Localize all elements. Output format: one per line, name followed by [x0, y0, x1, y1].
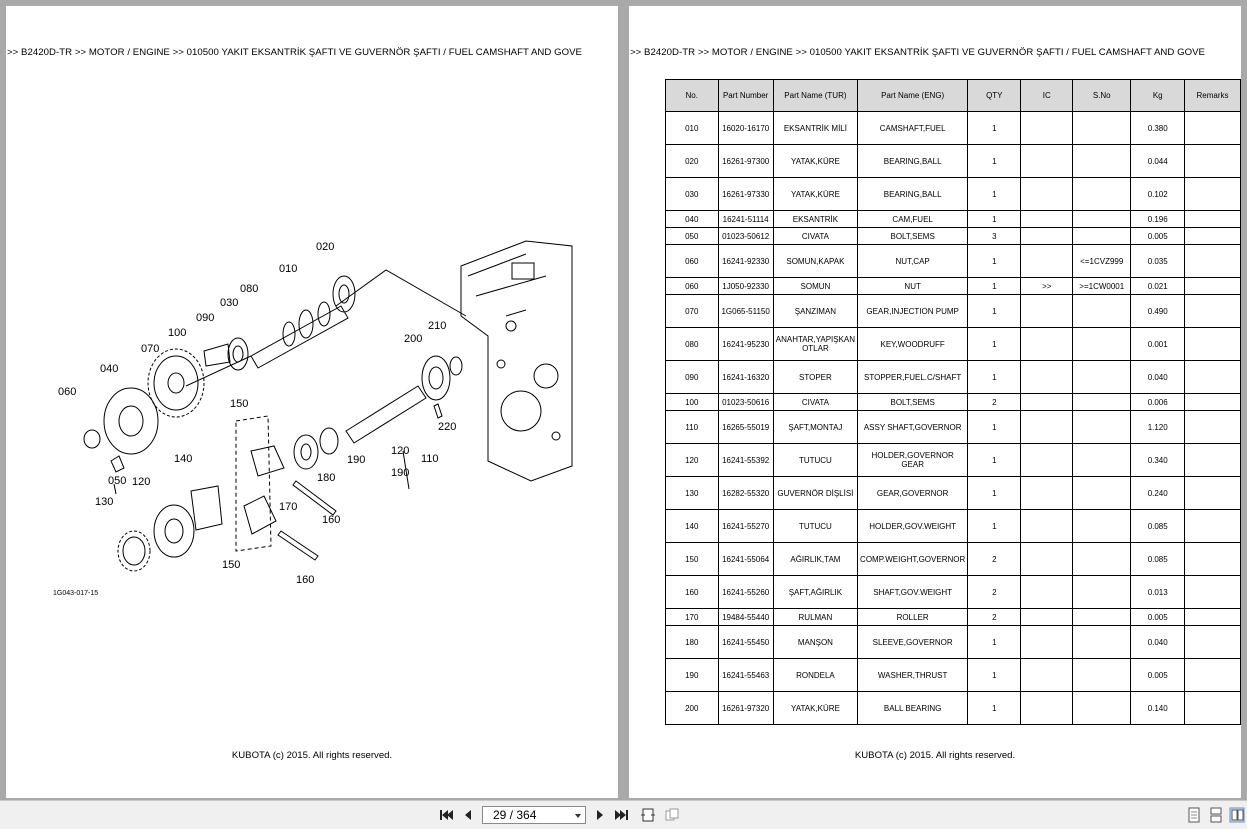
table-cell: 1 [968, 278, 1021, 295]
shaft-160-a [293, 481, 336, 515]
table-cell: 060 [666, 278, 719, 295]
table-cell [1073, 394, 1131, 411]
table-row [666, 576, 1241, 609]
breadcrumb: >> B2420D-TR >> MOTOR / ENGINE >> 010500 YAKIT EKSANTRİK ŞAFTI VE GUVERNÖR ŞAFTI / FUEL CAMSHAFT AND GOVE [7, 47, 583, 58]
table-cell: 16241-51114 [718, 211, 773, 228]
table-cell [1185, 112, 1241, 145]
table-cell: BOLT,SEMS [858, 228, 968, 245]
table-cell: AĞIRLIK,TAM [773, 543, 857, 576]
callout: 010 [279, 263, 298, 275]
table-row [666, 510, 1241, 543]
table-cell: 01023-50612 [718, 228, 773, 245]
table-row [666, 543, 1241, 576]
table-cell: BEARING,BALL [858, 178, 968, 211]
table-cell: 030 [666, 178, 719, 211]
table-row [666, 444, 1241, 477]
table-cell: 16020-16170 [718, 112, 773, 145]
dropdown-caret-icon [575, 814, 581, 818]
table-row [666, 328, 1241, 361]
table-cell [1185, 278, 1241, 295]
table-cell: 2 [968, 394, 1021, 411]
engine-block [461, 241, 572, 481]
previous-page-icon[interactable] [460, 807, 476, 823]
table-cell: ŞAFT,MONTAJ [773, 411, 857, 444]
callout: 190 [391, 467, 410, 479]
pin-220 [434, 404, 442, 418]
table-cell [1021, 245, 1073, 278]
table-cell: TUTUCU [773, 444, 857, 477]
table-cell: 040 [666, 211, 719, 228]
table-cell: 1 [968, 659, 1021, 692]
table-row [666, 411, 1241, 444]
table-cell [1073, 659, 1131, 692]
table-cell: <=1CVZ999 [1073, 245, 1131, 278]
table-cell: 090 [666, 361, 719, 394]
table-cell: NUT,CAP [858, 245, 968, 278]
stopper-090 [204, 344, 230, 366]
table-cell: ŞANZIMAN [773, 295, 857, 328]
table-cell: 0.005 [1131, 228, 1185, 245]
table-cell [1185, 361, 1241, 394]
table-cell: HOLDER,GOVERNOR GEAR [858, 444, 968, 477]
bearing-020 [333, 276, 355, 312]
table-cell: 0.085 [1131, 543, 1185, 576]
table-cell: SOMUN,KAPAK [773, 245, 857, 278]
table-cell: SHAFT,GOV.WEIGHT [858, 576, 968, 609]
table-cell: 0.380 [1131, 112, 1185, 145]
table-cell: 130 [666, 477, 719, 510]
table-row [666, 145, 1241, 178]
fit-page-icon[interactable] [640, 807, 656, 823]
table-cell: BEARING,BALL [858, 145, 968, 178]
sleeve-180 [294, 435, 318, 469]
table-cell [1073, 361, 1131, 394]
washer-190 [320, 428, 338, 454]
table-row [666, 626, 1241, 659]
column-header: No. [666, 80, 719, 112]
table-cell [1073, 411, 1131, 444]
table-cell: 1 [968, 444, 1021, 477]
table-row [666, 659, 1241, 692]
table-cell: 0.085 [1131, 510, 1185, 543]
table-cell: 2 [968, 609, 1021, 626]
table-cell: 160 [666, 576, 719, 609]
left-page [6, 6, 618, 798]
breadcrumb: >> B2420D-TR >> MOTOR / ENGINE >> 010500 YAKIT EKSANTRİK ŞAFTI VE GUVERNÖR ŞAFTI / FUEL CAMSHAFT AND GOVE [630, 47, 1206, 58]
table-cell: 0.005 [1131, 659, 1185, 692]
table-cell: 0.040 [1131, 361, 1185, 394]
table-cell: RULMAN [773, 609, 857, 626]
table-cell: 0.021 [1131, 278, 1185, 295]
table-cell: YATAK,KÜRE [773, 692, 857, 725]
callout: 150 [222, 559, 241, 571]
table-cell [1073, 328, 1131, 361]
table-cell: 16241-92330 [718, 245, 773, 278]
callout: 080 [240, 283, 259, 295]
table-cell: 16241-55260 [718, 576, 773, 609]
table-cell [1185, 394, 1241, 411]
table-cell: 1 [968, 112, 1021, 145]
table-cell: 0.340 [1131, 444, 1185, 477]
table-cell: 19484-55440 [718, 609, 773, 626]
callout: 050 [108, 475, 127, 487]
weight-150-top [251, 446, 284, 476]
table-cell [1185, 543, 1241, 576]
table-cell: 16261-97330 [718, 178, 773, 211]
table-cell: 100 [666, 394, 719, 411]
table-cell [1021, 692, 1073, 725]
table-cell: GEAR,GOVERNOR [858, 477, 968, 510]
table-cell: 1G065-51150 [718, 295, 773, 328]
table-cell: 0.490 [1131, 295, 1185, 328]
column-header: Part Number [718, 80, 773, 112]
table-cell: 070 [666, 295, 719, 328]
table-row [666, 112, 1241, 145]
table-cell [1073, 178, 1131, 211]
callout: 220 [438, 421, 457, 433]
table-cell: 1 [968, 178, 1021, 211]
table-cell [1021, 626, 1073, 659]
table-cell [1021, 659, 1073, 692]
table-cell [1073, 543, 1131, 576]
table-cell: 16241-95230 [718, 328, 773, 361]
column-header: S.No [1073, 80, 1131, 112]
table-cell: 0.240 [1131, 477, 1185, 510]
column-header: Kg [1131, 80, 1185, 112]
holder-120 [154, 505, 194, 557]
table-cell: NUT [858, 278, 968, 295]
table-cell: KEY,WOODRUFF [858, 328, 968, 361]
table-cell: CAM,FUEL [858, 211, 968, 228]
table-cell: 01023-50616 [718, 394, 773, 411]
callout: 190 [347, 454, 366, 466]
viewer-toolbar [0, 800, 1247, 829]
table-cell [1185, 228, 1241, 245]
table-cell [1073, 444, 1131, 477]
exploded-parts-diagram [6, 206, 618, 766]
table-cell [1185, 245, 1241, 278]
figure-code: 1G043-017-15 [53, 590, 99, 597]
table-cell: 1 [968, 328, 1021, 361]
table-cell [1021, 178, 1073, 211]
table-cell [1021, 211, 1073, 228]
table-cell [1021, 609, 1073, 626]
table-cell: 0.040 [1131, 626, 1185, 659]
table-cell: BALL BEARING [858, 692, 968, 725]
table-cell: ŞAFT,AĞIRLIK [773, 576, 857, 609]
table-cell [1021, 112, 1073, 145]
table-cell: 16241-55270 [718, 510, 773, 543]
table-row [666, 394, 1241, 411]
table-cell [1021, 145, 1073, 178]
table-cell [1185, 576, 1241, 609]
table-cell [1073, 211, 1131, 228]
bolt-050 [111, 456, 124, 472]
table-cell: 0.044 [1131, 145, 1185, 178]
table-cell: 120 [666, 444, 719, 477]
table-cell: ROLLER [858, 609, 968, 626]
table-cell: RONDELA [773, 659, 857, 692]
table-cell: 16282-55320 [718, 477, 773, 510]
table-cell: 16265-55019 [718, 411, 773, 444]
table-cell: BOLT,SEMS [858, 394, 968, 411]
callout: 210 [428, 320, 447, 332]
table-cell: 2 [968, 543, 1021, 576]
bearing-200 [422, 356, 450, 400]
table-cell [1073, 112, 1131, 145]
table-cell: 110 [666, 411, 719, 444]
table-cell: 170 [666, 609, 719, 626]
table-cell: CIVATA [773, 394, 857, 411]
table-cell: 16241-16320 [718, 361, 773, 394]
table-cell [1073, 692, 1131, 725]
table-cell: CIVATA [773, 228, 857, 245]
table-cell: YATAK,KÜRE [773, 145, 857, 178]
table-cell [1185, 328, 1241, 361]
table-cell: 0.035 [1131, 245, 1185, 278]
table-cell: 200 [666, 692, 719, 725]
table-cell: >> [1021, 278, 1073, 295]
two-page-view-icon[interactable] [1229, 807, 1245, 823]
page-indicator: 29 / 364 [493, 808, 537, 822]
cam-040 [104, 388, 158, 454]
table-cell [1073, 576, 1131, 609]
table-cell [1073, 609, 1131, 626]
table-row [666, 361, 1241, 394]
table-cell: 1 [968, 245, 1021, 278]
table-cell: 0.001 [1131, 328, 1185, 361]
continuous-view-icon[interactable] [1208, 807, 1224, 823]
table-cell: 1 [968, 626, 1021, 659]
callout: 070 [141, 343, 160, 355]
callout: 160 [322, 514, 341, 526]
parts-table [665, 79, 1241, 725]
table-cell: 1 [968, 510, 1021, 543]
table-cell: 140 [666, 510, 719, 543]
table-row [666, 692, 1241, 725]
table-cell: 080 [666, 328, 719, 361]
table-cell: SOMUN [773, 278, 857, 295]
table-row [666, 245, 1241, 278]
callout: 030 [220, 297, 239, 309]
table-cell [1073, 228, 1131, 245]
single-page-view-icon[interactable] [1186, 807, 1202, 823]
table-cell: TUTUCU [773, 510, 857, 543]
table-cell: 0.013 [1131, 576, 1185, 609]
table-row [666, 477, 1241, 510]
callout: 040 [100, 363, 119, 375]
table-row [666, 178, 1241, 211]
table-cell: CAMSHAFT,FUEL [858, 112, 968, 145]
table-cell: 1 [968, 361, 1021, 394]
table-cell [1021, 228, 1073, 245]
callout: 090 [196, 312, 215, 324]
table-cell: 1 [968, 145, 1021, 178]
table-cell: STOPPER,FUEL.C/SHAFT [858, 361, 968, 394]
holder-140 [191, 486, 222, 530]
table-cell: 16241-55064 [718, 543, 773, 576]
column-header: IC [1021, 80, 1073, 112]
callout: 140 [174, 453, 193, 465]
callout: 150 [230, 398, 249, 410]
table-cell [1185, 510, 1241, 543]
table-row [666, 211, 1241, 228]
next-page-icon[interactable] [592, 807, 608, 823]
column-header: QTY [968, 80, 1021, 112]
table-cell: 16241-55392 [718, 444, 773, 477]
table-row [666, 228, 1241, 245]
table-cell [1185, 145, 1241, 178]
table-cell [1021, 477, 1073, 510]
table-cell [1073, 295, 1131, 328]
table-cell: HOLDER,GOV.WEIGHT [858, 510, 968, 543]
table-cell: >=1CW0001 [1073, 278, 1131, 295]
table-cell [1021, 361, 1073, 394]
table-cell [1185, 692, 1241, 725]
table-cell: 1 [968, 692, 1021, 725]
table-cell: 190 [666, 659, 719, 692]
table-cell: GEAR,INJECTION PUMP [858, 295, 968, 328]
table-cell: 3 [968, 228, 1021, 245]
column-header: Part Name (ENG) [858, 80, 968, 112]
table-cell: SLEEVE,GOVERNOR [858, 626, 968, 659]
weight-150-bottom [244, 496, 276, 534]
table-cell [1185, 477, 1241, 510]
table-cell: COMP.WEIGHT,GOVERNOR [858, 543, 968, 576]
table-cell: MANŞON [773, 626, 857, 659]
table-cell [1021, 328, 1073, 361]
table-cell: 16261-97300 [718, 145, 773, 178]
callout: 110 [421, 453, 439, 465]
table-cell [1021, 394, 1073, 411]
camshaft-part [251, 306, 348, 368]
column-header: Remarks [1185, 80, 1241, 112]
table-cell [1021, 543, 1073, 576]
table-cell: 020 [666, 145, 719, 178]
parts-table-body [666, 112, 1241, 725]
table-cell [1021, 295, 1073, 328]
right-page [629, 6, 1241, 798]
table-cell: 150 [666, 543, 719, 576]
last-page-icon[interactable] [614, 807, 630, 823]
table-cell [1185, 609, 1241, 626]
callout: 170 [279, 501, 298, 513]
table-cell [1185, 178, 1241, 211]
callout: 120 [391, 445, 410, 457]
nut-060 [84, 430, 100, 448]
table-cell: STOPER [773, 361, 857, 394]
callout: 130 [95, 496, 114, 508]
callout: 060 [58, 386, 77, 398]
table-cell: 0.196 [1131, 211, 1185, 228]
table-cell: 1 [968, 295, 1021, 328]
shaft-160-b [278, 531, 318, 560]
table-cell [1021, 510, 1073, 543]
table-cell: 1 [968, 211, 1021, 228]
table-cell [1185, 295, 1241, 328]
page-number-selector[interactable] [482, 806, 586, 824]
table-cell [1185, 626, 1241, 659]
table-row [666, 278, 1241, 295]
table-cell: 1.120 [1131, 411, 1185, 444]
table-cell: 0.140 [1131, 692, 1185, 725]
table-cell: YATAK,KÜRE [773, 178, 857, 211]
callout: 120 [132, 476, 151, 488]
table-cell [1073, 510, 1131, 543]
table-cell [1021, 576, 1073, 609]
fit-width-icon[interactable] [664, 807, 680, 823]
table-cell [1185, 211, 1241, 228]
callout: 180 [317, 472, 336, 484]
table-cell: ANAHTAR,YAPIŞKAN OTLAR [773, 328, 857, 361]
table-cell [1073, 145, 1131, 178]
ring-210 [450, 357, 462, 375]
table-cell [1185, 659, 1241, 692]
callout: 200 [404, 333, 423, 345]
table-cell: 1J050-92330 [718, 278, 773, 295]
table-cell: EKSANTRİK [773, 211, 857, 228]
table-cell: 2 [968, 576, 1021, 609]
callout: 100 [168, 327, 187, 339]
table-cell: 0.005 [1131, 609, 1185, 626]
gear-070 [148, 349, 204, 417]
table-cell [1021, 444, 1073, 477]
table-cell: GUVERNÖR DİŞLİSİ [773, 477, 857, 510]
governor-shaft [346, 386, 426, 443]
column-header: Part Name (TUR) [773, 80, 857, 112]
table-cell: 16241-55450 [718, 626, 773, 659]
table-cell: 050 [666, 228, 719, 245]
first-page-icon[interactable] [438, 807, 454, 823]
table-cell: 16261-97320 [718, 692, 773, 725]
callout: 160 [296, 574, 315, 586]
table-cell: 180 [666, 626, 719, 659]
table-cell: 0.006 [1131, 394, 1185, 411]
table-cell [1073, 626, 1131, 659]
table-cell: 1 [968, 477, 1021, 510]
callout: 020 [316, 241, 335, 253]
table-cell: 0.102 [1131, 178, 1185, 211]
table-cell [1073, 477, 1131, 510]
table-cell: EKSANTRİK MİLİ [773, 112, 857, 145]
table-cell [1185, 444, 1241, 477]
table-cell [1021, 411, 1073, 444]
table-cell: 060 [666, 245, 719, 278]
table-cell [1185, 411, 1241, 444]
table-row [666, 609, 1241, 626]
table-cell: 010 [666, 112, 719, 145]
copyright-footer: KUBOTA (c) 2015. All rights reserved. [231, 750, 393, 761]
table-cell: 16241-55463 [718, 659, 773, 692]
table-cell: WASHER,THRUST [858, 659, 968, 692]
copyright-footer: KUBOTA (c) 2015. All rights reserved. [854, 750, 1016, 761]
table-row [666, 295, 1241, 328]
table-header-row [666, 80, 1241, 112]
table-cell: ASSY SHAFT,GOVERNOR [858, 411, 968, 444]
table-cell: 1 [968, 411, 1021, 444]
